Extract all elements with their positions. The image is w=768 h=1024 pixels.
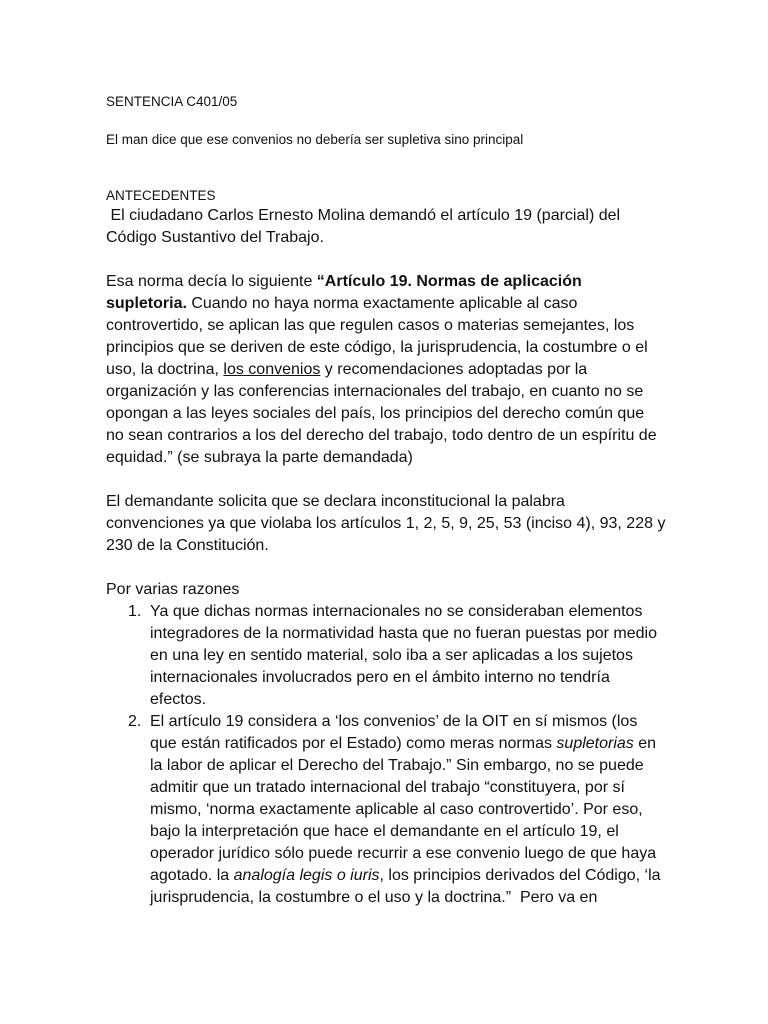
reasons-list <box>106 601 666 909</box>
list-item-number: 2. <box>128 713 142 730</box>
quote-paragraph <box>106 271 666 469</box>
list-item-number: 1. <box>128 603 142 620</box>
list-item-text-part2: en la labor de aplicar el Derecho del Trabajo.” Sin embargo, no se puede admitir que un tratado internacional del trabajo “constituyera, por sí mismo, ‘norma exactamente aplicable al caso controvertido’. Por eso, bajo la interpretación que hace el demandante en el artículo 19, el operador jurídico sólo puede recurrir a ese convenio luego de que haya agotado. la <box>150 735 657 884</box>
document-body <box>106 205 666 909</box>
reasons-intro: Por varias razones <box>106 581 240 598</box>
quote-lead: Esa norma decía lo siguiente <box>106 273 317 290</box>
quote-bold-title: “Artículo 19. Normas de aplicación supletoria. <box>106 273 582 312</box>
list-item <box>106 601 666 711</box>
list-item-text-part3: , los principios derivados del Código, ‘la jurisprudencia, la costumbre o el uso y la doctrina.” Pero va en <box>150 867 665 906</box>
italic-term: supletorias <box>556 735 634 752</box>
underlined-phrase: los convenios <box>223 361 321 378</box>
list-item-text: Ya que dichas normas internacionales no se consideraban elementos integradores de la normatividad hasta que no fueran puestas por medio en una ley en sentido material, solo iba a ser aplicadas a los sujetos internacionales involucrados pero en el ámbito interno no tendría efectos. <box>150 603 657 708</box>
italic-term: analogía legis o iuris <box>233 867 380 884</box>
side-note: El man dice que ese convenios no debería ser supletiva sino principal <box>106 132 524 147</box>
intro-paragraph: El ciudadano Carlos Ernesto Molina demandó el artículo 19 (parcial) del Código Sustantivo del Trabajo. <box>106 207 625 246</box>
section-heading: ANTECEDENTES <box>106 188 216 203</box>
claim-paragraph: El demandante solicita que se declara inconstitucional la palabra convenciones ya que violaba los artículos 1, 2, 5, 9, 25, 53 (inciso 4), 93, 228 y 230 de la Constitución. <box>106 493 666 554</box>
quote-text-part2: y recomendaciones adoptadas por la organización y las conferencias internacionales del trabajo, en cuanto no se opongan a las leyes sociales del país, los principios del derecho común que no sean contrarios a los del derecho del trabajo, todo dentro de un espíritu de equidad.” (se subraya la parte demandada) <box>106 361 657 466</box>
list-item <box>106 711 666 909</box>
quote-text-part1: Cuando no haya norma exactamente aplicable al caso controvertido, se aplican las que regulen casos o materias semejantes, los principios que se deriven de este código, la jurisprudencia, la costumbre o el uso, la doctrina, <box>106 295 648 378</box>
list-item-text-part1: El artículo 19 considera a ‘los convenios’ de la OIT en sí mismos (los que están ratificados por el Estado) como meras normas <box>150 713 638 752</box>
document-title: SENTENCIA C401/05 <box>106 94 238 109</box>
